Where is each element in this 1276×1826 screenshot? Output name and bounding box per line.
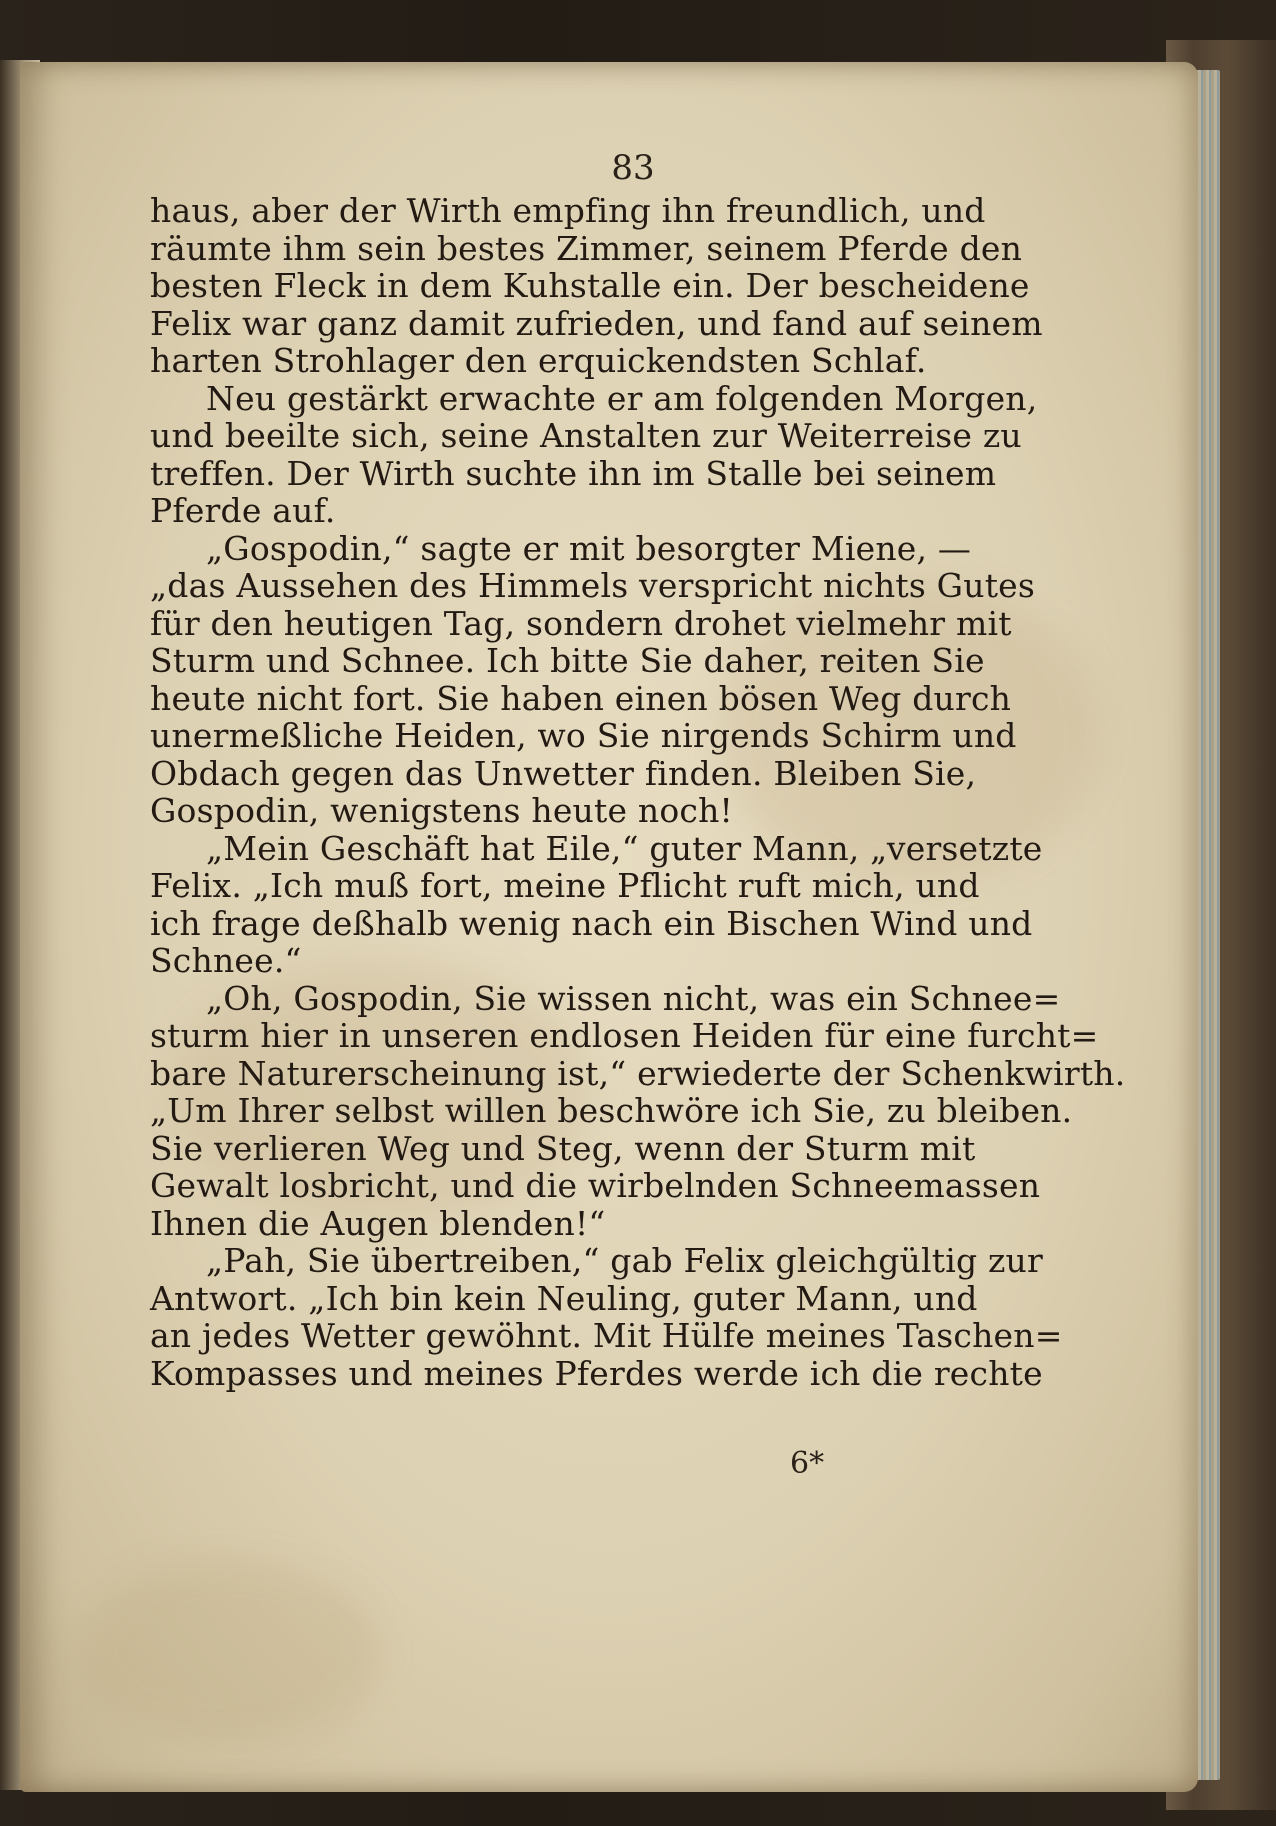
text-line: „Mein Geschäft hat Eile,“ guter Mann, „versetzte — [206, 828, 1043, 868]
text-line: Obdach gegen das Unwetter finden. Bleiben Sie, — [150, 753, 977, 793]
text-line: Schnee.“ — [150, 941, 302, 980]
signature-mark: 6* — [790, 1446, 825, 1481]
body-text — [150, 191, 1126, 1393]
text-line: „Gospodin,“ sagte er mit besorgter Miene, — — [206, 528, 972, 568]
text-line: heute nicht fort. Sie haben einen bösen Weg durch — [150, 678, 1012, 718]
text-line: treffen. Der Wirth suchte ihn im Stalle bei seinem — [150, 453, 997, 493]
book-page — [20, 62, 1198, 1792]
text-line: „das Aussehen des Himmels verspricht nichts Gutes — [150, 566, 1036, 605]
text-line: Gewalt losbricht, und die wirbelnden Schneemassen — [150, 1166, 1041, 1205]
text-line: besten Fleck in dem Kuhstalle ein. Der bescheidene — [150, 266, 1030, 305]
text-line: „Oh, Gospodin, Sie wissen nicht, was ein Schnee= — [206, 978, 1061, 1018]
text-line: bare Naturerscheinung ist,“ erwiederte der Schenkwirth. — [150, 1053, 1126, 1093]
text-line: haus, aber der Wirth empfing ihn freundlich, und — [150, 191, 986, 230]
text-line: Sie verlieren Weg und Steg, wenn der Sturm mit — [150, 1128, 976, 1168]
text-line: Felix. „Ich muß fort, meine Pflicht ruft mich, und — [150, 866, 980, 905]
text-line: unermeßliche Heiden, wo Sie nirgends Schirm und — [150, 716, 1017, 755]
text-line: räumte ihm sein bestes Zimmer, seinem Pferde den — [150, 228, 1023, 268]
text-line: Gospodin, wenigstens heute noch! — [150, 791, 734, 830]
text-line: Felix war ganz damit zufrieden, und fand auf seinem — [150, 303, 1043, 343]
text-line: Neu gestärkt erwachte er am folgenden Morgen, — [206, 378, 1038, 418]
text-line: sturm hier in unseren endlosen Heiden für eine furcht= — [150, 1016, 1099, 1055]
text-line: „Pah, Sie übertreiben,“ gab Felix gleichgültig zur — [206, 1241, 1043, 1280]
text-line: Kompasses und meines Pferdes werde ich die rechte — [150, 1353, 1043, 1393]
page-number: 83 — [611, 148, 655, 188]
text-line: Ihnen die Augen blenden!“ — [150, 1203, 606, 1243]
text-line: für den heutigen Tag, sondern drohet vielmehr mit — [150, 603, 1012, 643]
text-line: Pferde auf. — [150, 491, 336, 530]
text-line: harten Strohlager den erquickendsten Schlaf. — [150, 341, 927, 380]
text-line: und beeilte sich, seine Anstalten zur Weiterreise zu — [150, 416, 1022, 455]
text-line: „Um Ihrer selbst willen beschwöre ich Sie, zu bleiben. — [150, 1091, 1073, 1130]
paper-stain — [80, 1562, 380, 1742]
text-line: ich frage deßhalb wenig nach ein Bischen Wind und — [150, 903, 1033, 943]
text-line: Sturm und Schnee. Ich bitte Sie daher, reiten Sie — [150, 641, 985, 680]
text-line: an jedes Wetter gewöhnt. Mit Hülfe meines Taschen= — [150, 1316, 1063, 1355]
text-line: Antwort. „Ich bin kein Neuling, guter Mann, und — [150, 1278, 978, 1318]
